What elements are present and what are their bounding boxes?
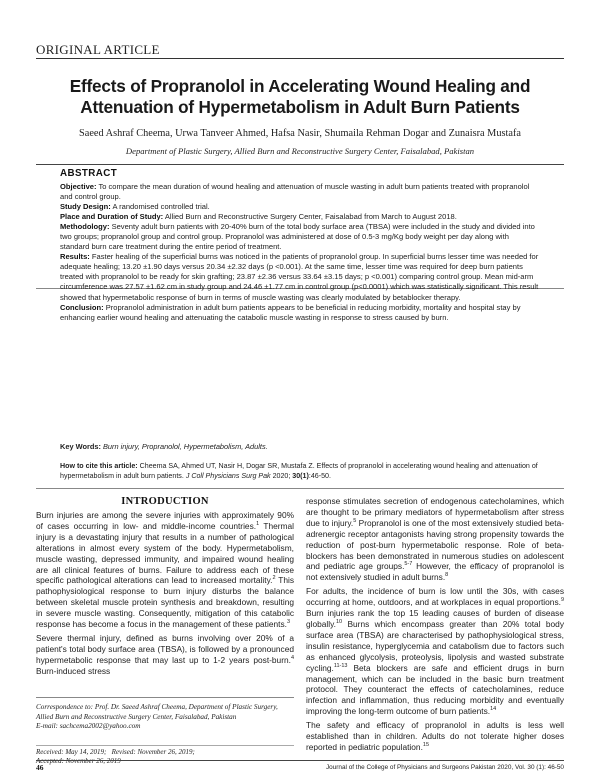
- reference-marker: 4: [290, 655, 294, 661]
- methodology-label: Methodology:: [60, 222, 110, 232]
- intro-p2-text: Burn-induced stress: [36, 665, 111, 676]
- body-column-right: [306, 496, 564, 756]
- citation-volume: 30(1): [292, 471, 309, 480]
- dates-rule: [36, 745, 294, 746]
- reference-marker: 15: [422, 742, 430, 749]
- results-label: Results:: [60, 252, 90, 262]
- reference-marker: 14: [490, 706, 497, 713]
- body-column-left: [36, 510, 294, 680]
- intro-r2-text: For adults, the incidence of burn is low until the 30s, with cases occurring at home, outdoors, and at workplaces in equal proportions.: [306, 586, 564, 608]
- intro-paragraph-2: [36, 633, 294, 677]
- abstract-body: [60, 182, 540, 323]
- reference-marker: 5-7: [404, 561, 413, 568]
- reference-marker: 2: [272, 575, 276, 582]
- reference-marker: 9: [560, 597, 564, 604]
- section-rule: [36, 58, 564, 59]
- abstract-design: [60, 202, 540, 212]
- introduction-heading: INTRODUCTION: [121, 496, 209, 507]
- results-text: Faster healing of the superficial burns was noticed in the patients of propranolol group. In superficial burns lesser time was needed for adequate healing; 13.20 ±1.90 days versus 20.34 ±2.32 days (p <0.001). At the same time, lesser time was required for deep burn patients treated with propranolol to be ready for skin grafting; 23.87 ±2.36 versus 33.64 ±3.15 days; p <0.001) comparing control group. Mean mid-arm circumference was 27.57 ±1.62 cm in study group and 24.46 ±1.77 cm in control group (p<0.0001) which was statistically significant. This result showed that hypermetabolic response of burn in terms of muscle wasting was clearly modulated by betablocker therapy.: [60, 252, 539, 302]
- abstract-conclusion: [60, 303, 540, 323]
- intro-r2-text: Beta blockers are safe and efficient drugs in burn management, which can be included in the basic burn treatment protocol. They counteract the effects of catecholamines, reduce infection and inflammation, thus reducing morbidity and eventually improving the long-term outcome of burn patients.: [306, 662, 564, 717]
- keywords-label: Key Words:: [60, 442, 101, 451]
- article-dates: [36, 748, 294, 766]
- intro-p2-text: Severe thermal injury, defined as burns involving over 20% of a patient's total body surface area (TBSA), is followed by a pronounced hypermetabolic response that may last up to 1-2 years post-burn.: [36, 632, 294, 665]
- correspondence-label: Correspondence to:: [36, 703, 94, 711]
- design-label: Study Design:: [60, 202, 111, 212]
- intro-r1-text: Propranolol is one of the most extensively studied beta-adrenergic receptor antagonists having strong propensity towards the reduction of post-burn hypermetabolic response. Role of beta-blockers has been demonstrated in numerous studies on adolescent and pediatric age groups.: [306, 517, 565, 572]
- intro-r1-text: However, the efficacy of propranolol is not extensively studied in adult burns.: [306, 561, 564, 583]
- intro-r2-text: Burn injuries rank the top 15 leading causes of burden of disease globally.: [306, 608, 564, 629]
- article-title: [40, 76, 560, 118]
- abstract-objective: [60, 182, 540, 202]
- conclusion-text: Propranolol administration in adult burn patients appears to be beneficial in reducing morbidity, mortality and hospital stay by enhancing earlier wound healing and attenuating the catabolic muscle wasting in response to stress caused by burn.: [60, 302, 521, 322]
- date-accepted: Accepted: November 26, 2019: [36, 757, 121, 765]
- footer-rule: [36, 760, 564, 761]
- citation: [60, 462, 540, 482]
- author-list: Saeed Ashraf Cheema, Urwa Tanveer Ahmed, Hafsa Nasir, Shumaila Rehman Dogar and Zunaisra Mustafa: [79, 128, 521, 139]
- intro-r2-text: Burns which encompass greater than 20% total body surface area (TBSA) are characterised by pathophysiological stress, insulin resistance, hyperglycemia and catabolism due to factors such as enhanced glycolysis, proteolysis, lipolysis and wasted substrate cycling.: [306, 618, 564, 673]
- keywords: [60, 442, 540, 452]
- design-text: A randomised controlled trial.: [112, 202, 210, 212]
- journal-footer: Journal of the College of Physicians and Surgeons Pakistan 2020, Vol. 30 (1): 46-50: [325, 764, 564, 771]
- keywords-text: Burn injury, Propranolol, Hypermetabolism, Adults.: [103, 442, 268, 451]
- citation-label: How to cite this article:: [60, 462, 138, 470]
- intro-p1-text: Burn injuries are among the severe injuries with approximately 90% of cases occurring in low- and middle-income countries.: [36, 510, 294, 531]
- intro-p1-text: Thermal injury is a devastating injury that results in a number of pathological alterations in almost every system of the body. Hypermetabolism, muscle wasting, depressed immunity, and impaired wound healing are all clinical features of burns. Failure to address each of these specific pathological alterations can lead to increased mortality.: [36, 520, 294, 586]
- correspondence: [36, 703, 294, 732]
- reference-marker: 10: [336, 619, 343, 626]
- abstract-place: [60, 212, 540, 222]
- page-number: 46: [36, 763, 44, 772]
- objective-label: Objective:: [60, 182, 97, 191]
- methodology-text: Seventy adult burn patients with 20-40% burn of the total body surface area (TBSA) were included in the study and divided into two groups; propranolol group and control group. Propranolol was administered at dose of 0.5-3 mg/Kg body weight per day along with standard burn care treatment during the entire period of treatment.: [60, 222, 535, 252]
- place-text: Allied Burn and Reconstructive Surgery Center, Faisalabad from March to August 2018.: [164, 212, 457, 222]
- abstract-divider: [36, 488, 564, 489]
- reference-marker: 3: [286, 619, 290, 626]
- citation-pages: :46-50.: [308, 471, 331, 480]
- title-line-2: Attenuation of Hypermetabolism in Adult Burn Patients: [80, 97, 520, 117]
- intro-r3-text: The safety and efficacy of propranolol in adults is less well established than in children. Adults do not tolerate higher doses reported in pediatric population.: [306, 720, 564, 752]
- abstract-heading: ABSTRACT: [60, 168, 118, 179]
- conclusion-label: Conclusion:: [60, 302, 104, 312]
- intro-paragraph-5: [306, 720, 564, 753]
- reference-marker: 11-13: [333, 662, 348, 669]
- intro-paragraph-3: [306, 496, 564, 583]
- correspondence-email[interactable]: E-mail: sachcema2002@yahoo.com: [36, 722, 141, 730]
- correspondence-rule: [36, 697, 294, 698]
- date-revised: Revised: November 26, 2019;: [111, 748, 195, 756]
- objective-text: To compare the mean duration of wound healing and attenuation of muscle wasting in adult burn patients treated with propranolol and control group.: [60, 182, 530, 202]
- place-label: Place and Duration of Study:: [60, 212, 164, 222]
- reference-marker: 1: [256, 521, 260, 528]
- reference-marker: 8: [445, 572, 449, 579]
- title-line-1: Effects of Propranolol in Accelerating Wound Healing and: [69, 76, 531, 96]
- citation-year: 2020;: [272, 471, 293, 480]
- abstract-results: [60, 252, 540, 302]
- correspondence-text: Prof. Dr. Saeed Ashraf Cheema, Department of Plastic Surgery, Allied Burn and Reconstructive Surgery Center, Faisalabad, Pakistan: [36, 703, 278, 721]
- reference-marker: 5: [353, 518, 357, 525]
- intro-r1-text: response stimulates secretion of endogenous catecholamines, which are thought to be primary mediators of hypermetabolism after stress due to injury.: [306, 496, 564, 528]
- intro-paragraph-1: [36, 510, 294, 630]
- abstract-methodology: [60, 222, 540, 252]
- section-label: ORIGINAL ARTICLE: [36, 42, 160, 57]
- date-received: Received: May 14, 2019;: [36, 748, 107, 756]
- citation-text: Cheema SA, Ahmed UT, Nasir H, Dogar SR, Mustafa Z. Effects of propranolol in accelerating wound healing and attenuation of hypermetabolism in adult burn patients.: [60, 462, 538, 480]
- intro-paragraph-4: [306, 586, 564, 717]
- affiliation: Department of Plastic Surgery, Allied Burn and Reconstructive Surgery Center, Faisalabad, Pakistan: [125, 146, 475, 156]
- citation-journal: J Coll Physicians Surg Pak: [185, 471, 271, 480]
- intro-p1-text: This pathophysiological response to burn injury disturbs the balance between skeletal muscle protein synthesis and breakdown, resulting in severe muscle wasting. Consequently, mitigation of this catabolic response has become a focus in the management of these patients.: [36, 575, 295, 630]
